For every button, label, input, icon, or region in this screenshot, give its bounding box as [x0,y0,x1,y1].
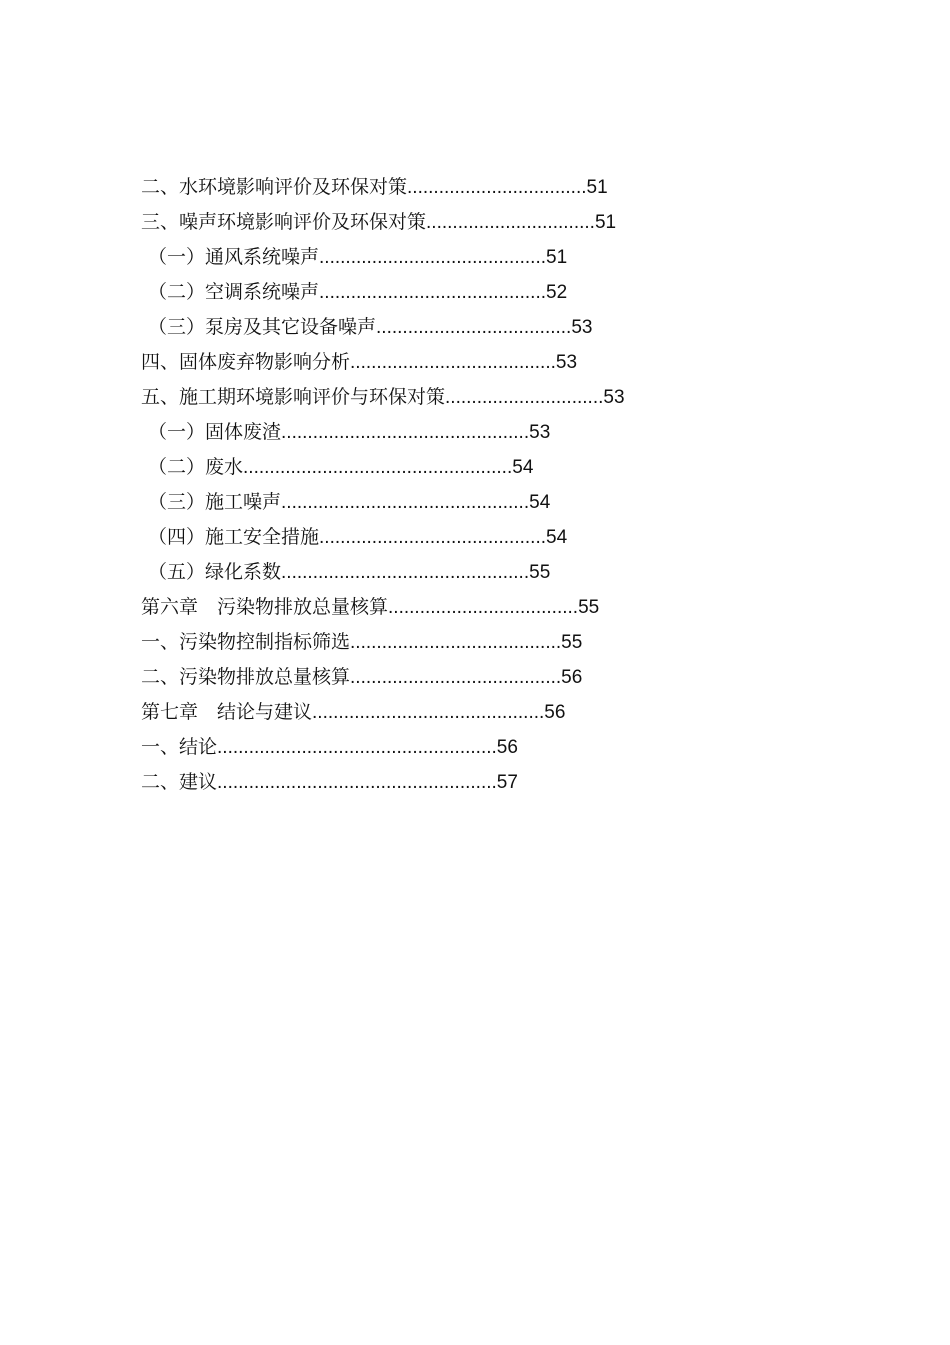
toc-entry-title: （三）施工噪声 [148,491,282,513]
toc-entry[interactable] [141,590,841,625]
toc-entry-title: （一）固体废渣 [148,421,282,443]
toc-entry[interactable] [141,730,841,765]
toc-entry-page: 52 [546,282,568,303]
toc-entry-title: （四）施工安全措施 [148,526,320,548]
toc-entry-page: 55 [578,597,600,618]
toc-entry-page: 51 [586,177,608,198]
toc-entry[interactable] [141,275,841,310]
toc-entry-page: 53 [571,317,593,338]
toc-entry-page: 54 [546,527,568,548]
toc-entry[interactable] [141,240,841,275]
toc-entry[interactable] [141,205,841,240]
toc-entry-page: 53 [529,422,551,443]
toc-entry-title: 四、固体废弃物影响分析 [141,351,351,373]
toc-entry-title: （三）泵房及其它设备噪声 [148,316,377,338]
toc-entry-title: 三、噪声环境影响评价及环保对策 [141,211,427,233]
toc-entry-page: 56 [561,667,583,688]
toc-entry[interactable] [141,310,841,345]
toc-entry-page: 53 [555,352,578,373]
toc-entry-page: 51 [594,212,617,233]
toc-entry[interactable] [141,380,841,415]
toc-entry-title: （五）绿化系数 [148,561,282,583]
toc-entry[interactable] [141,695,841,730]
toc-entry-title: （二）废水 [148,456,244,478]
toc-entry[interactable] [141,660,841,695]
toc-entry-leader: ........................................... [319,282,547,303]
toc-entry[interactable] [141,520,841,555]
toc-entry[interactable] [141,625,841,660]
toc-entry-leader: ........................................ [350,632,562,653]
toc-entry[interactable] [141,415,841,450]
toc-entry-page: 54 [529,492,551,513]
toc-entry[interactable] [141,170,841,205]
toc-entry-page: 55 [529,562,551,583]
toc-entry-leader: ....................................... [350,352,556,373]
toc-entry-leader: ........................................... [319,247,547,268]
toc-entry-page: 55 [561,632,583,653]
toc-entry-title: 二、建议 [141,771,218,793]
toc-entry[interactable] [141,485,841,520]
toc-entry-leader: ..................................................... [217,737,497,758]
toc-entry-page: 57 [496,772,518,793]
toc-entry-leader: ........................................ [350,667,562,688]
toc-entry-leader: .............................. [445,387,604,408]
toc-entry-title: 五、施工期环境影响评价与环保对策 [141,386,446,408]
table-of-contents [141,170,841,800]
toc-entry-leader: ..................................................... [217,772,497,793]
toc-entry-leader: ............................................... [281,562,530,583]
toc-entry-leader: ........................................... [319,527,547,548]
toc-entry-page: 56 [544,702,566,723]
toc-entry-title: 二、水环境影响评价及环保对策 [141,176,408,198]
toc-entry-page: 56 [496,737,518,758]
toc-entry-leader: .................................... [388,597,579,618]
toc-entry-title: 一、结论 [141,736,218,758]
toc-entry-title: 第七章 结论与建议 [141,701,313,723]
toc-entry-title: （二）空调系统噪声 [148,281,320,303]
toc-entry[interactable] [141,555,841,590]
toc-entry-leader: ............................................... [281,492,530,513]
toc-entry-leader: ................................ [426,212,595,233]
toc-entry-leader: ............................................... [281,422,530,443]
toc-entry-leader: ..................................... [376,317,572,338]
toc-entry-leader: ............................................ [312,702,545,723]
toc-entry[interactable] [141,765,841,800]
toc-entry-title: 第六章 污染物排放总量核算 [141,596,389,618]
toc-entry-title: 一、污染物控制指标筛选 [141,631,351,653]
toc-entry-page: 53 [603,387,625,408]
toc-entry-title: 二、污染物排放总量核算 [141,666,351,688]
toc-entry-leader: ................................................... [243,457,513,478]
toc-entry[interactable] [141,345,841,380]
toc-entry-page: 51 [546,247,568,268]
toc-entry[interactable] [141,450,841,485]
toc-entry-title: （一）通风系统噪声 [148,246,320,268]
toc-entry-page: 54 [512,457,534,478]
toc-entry-leader: .................................. [407,177,587,198]
